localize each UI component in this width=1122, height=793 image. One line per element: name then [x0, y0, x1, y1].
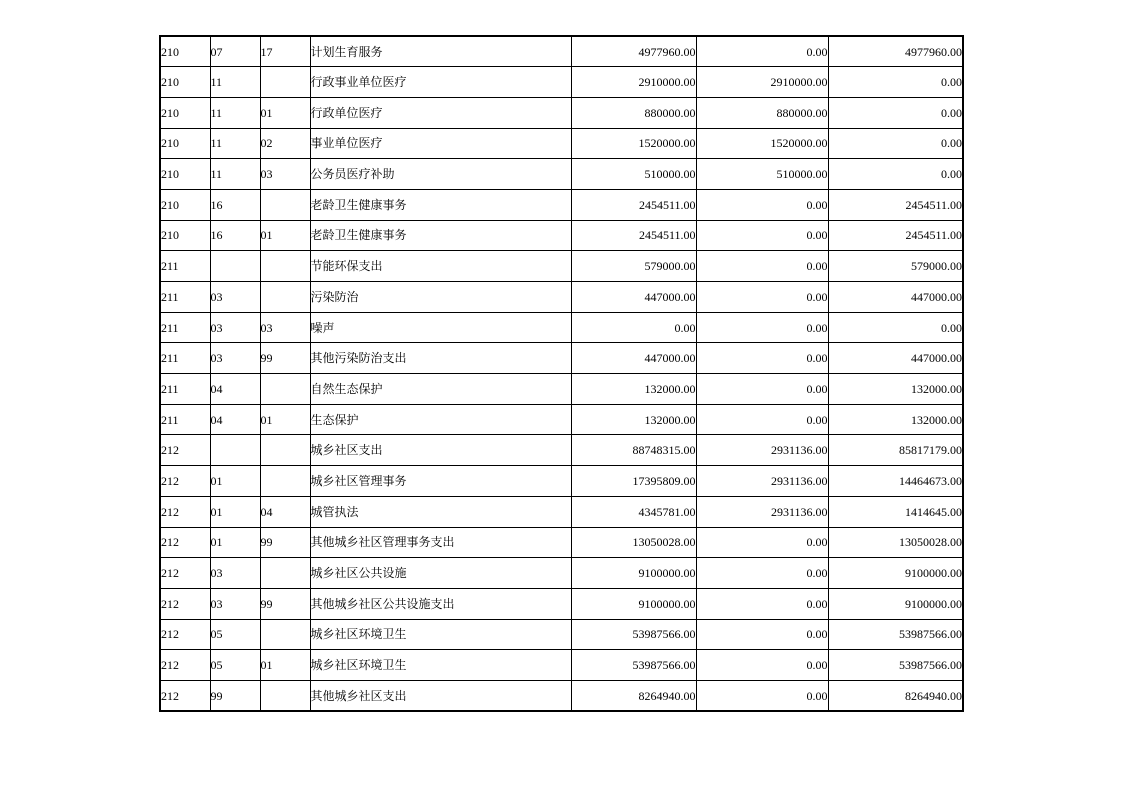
cell-project-amount: 9100000.00	[828, 558, 963, 589]
cell-class-code: 211	[160, 374, 210, 405]
cell-item-code: 11	[210, 67, 260, 98]
cell-subitem-code: 01	[260, 220, 310, 251]
cell-subitem-code: 17	[260, 36, 310, 67]
cell-class-code: 211	[160, 343, 210, 374]
cell-project-amount: 9100000.00	[828, 588, 963, 619]
cell-subitem-code	[260, 466, 310, 497]
table-row	[160, 159, 963, 190]
cell-project-amount: 579000.00	[828, 251, 963, 282]
cell-subject-name: 噪声	[310, 312, 571, 343]
cell-project-amount: 14464673.00	[828, 466, 963, 497]
cell-total-amount: 1520000.00	[571, 128, 696, 159]
table-row	[160, 312, 963, 343]
cell-item-code	[210, 251, 260, 282]
table-row	[160, 680, 963, 711]
cell-total-amount: 2454511.00	[571, 220, 696, 251]
cell-subitem-code	[260, 251, 310, 282]
cell-subject-name: 生态保护	[310, 404, 571, 435]
cell-class-code: 212	[160, 680, 210, 711]
cell-total-amount: 9100000.00	[571, 588, 696, 619]
cell-basic-amount: 0.00	[696, 312, 828, 343]
cell-total-amount: 4345781.00	[571, 496, 696, 527]
cell-subitem-code: 99	[260, 343, 310, 374]
cell-total-amount: 8264940.00	[571, 680, 696, 711]
cell-subitem-code	[260, 619, 310, 650]
cell-basic-amount: 0.00	[696, 343, 828, 374]
cell-basic-amount: 0.00	[696, 404, 828, 435]
cell-subject-name: 城乡社区支出	[310, 435, 571, 466]
cell-item-code: 16	[210, 189, 260, 220]
cell-subject-name: 事业单位医疗	[310, 128, 571, 159]
cell-total-amount: 510000.00	[571, 159, 696, 190]
table-row	[160, 588, 963, 619]
cell-subject-name: 城乡社区公共设施	[310, 558, 571, 589]
cell-subitem-code: 01	[260, 404, 310, 435]
cell-total-amount: 53987566.00	[571, 650, 696, 681]
cell-total-amount: 0.00	[571, 312, 696, 343]
cell-subitem-code: 01	[260, 650, 310, 681]
cell-project-amount: 132000.00	[828, 404, 963, 435]
cell-project-amount: 2454511.00	[828, 189, 963, 220]
cell-basic-amount: 0.00	[696, 650, 828, 681]
cell-total-amount: 13050028.00	[571, 527, 696, 558]
cell-item-code: 03	[210, 558, 260, 589]
cell-class-code: 211	[160, 251, 210, 282]
cell-project-amount: 2454511.00	[828, 220, 963, 251]
table-row	[160, 435, 963, 466]
cell-subitem-code	[260, 374, 310, 405]
cell-class-code: 210	[160, 128, 210, 159]
cell-project-amount: 85817179.00	[828, 435, 963, 466]
budget-table-body	[160, 36, 963, 711]
cell-item-code: 03	[210, 282, 260, 313]
cell-basic-amount: 0.00	[696, 220, 828, 251]
cell-subject-name: 其他城乡社区公共设施支出	[310, 588, 571, 619]
cell-basic-amount: 0.00	[696, 282, 828, 313]
cell-item-code: 04	[210, 404, 260, 435]
table-row	[160, 189, 963, 220]
cell-subject-name: 其他城乡社区支出	[310, 680, 571, 711]
cell-subitem-code: 02	[260, 128, 310, 159]
cell-item-code: 16	[210, 220, 260, 251]
cell-subitem-code: 03	[260, 312, 310, 343]
cell-basic-amount: 2931136.00	[696, 435, 828, 466]
cell-project-amount: 0.00	[828, 67, 963, 98]
cell-subject-name: 公务员医疗补助	[310, 159, 571, 190]
cell-subitem-code: 99	[260, 527, 310, 558]
cell-total-amount: 132000.00	[571, 374, 696, 405]
cell-basic-amount: 0.00	[696, 588, 828, 619]
cell-project-amount: 447000.00	[828, 282, 963, 313]
cell-project-amount: 53987566.00	[828, 650, 963, 681]
cell-basic-amount: 1520000.00	[696, 128, 828, 159]
cell-item-code: 03	[210, 588, 260, 619]
cell-total-amount: 4977960.00	[571, 36, 696, 67]
cell-item-code: 11	[210, 159, 260, 190]
cell-basic-amount: 0.00	[696, 527, 828, 558]
table-row	[160, 527, 963, 558]
cell-subject-name: 城乡社区环境卫生	[310, 650, 571, 681]
table-row	[160, 251, 963, 282]
cell-project-amount: 447000.00	[828, 343, 963, 374]
cell-class-code: 212	[160, 466, 210, 497]
cell-total-amount: 2910000.00	[571, 67, 696, 98]
cell-subject-name: 老龄卫生健康事务	[310, 189, 571, 220]
cell-item-code: 05	[210, 650, 260, 681]
cell-basic-amount: 0.00	[696, 36, 828, 67]
table-row	[160, 374, 963, 405]
cell-class-code: 211	[160, 282, 210, 313]
cell-subitem-code	[260, 189, 310, 220]
cell-project-amount: 8264940.00	[828, 680, 963, 711]
cell-basic-amount: 0.00	[696, 619, 828, 650]
table-row	[160, 619, 963, 650]
cell-item-code: 01	[210, 527, 260, 558]
cell-class-code: 211	[160, 312, 210, 343]
cell-total-amount: 17395809.00	[571, 466, 696, 497]
cell-class-code: 212	[160, 619, 210, 650]
cell-class-code: 210	[160, 220, 210, 251]
cell-total-amount: 53987566.00	[571, 619, 696, 650]
cell-subject-name: 其他城乡社区管理事务支出	[310, 527, 571, 558]
cell-subject-name: 污染防治	[310, 282, 571, 313]
cell-subject-name: 城管执法	[310, 496, 571, 527]
cell-basic-amount: 0.00	[696, 680, 828, 711]
cell-item-code: 05	[210, 619, 260, 650]
cell-item-code: 03	[210, 343, 260, 374]
cell-basic-amount: 2931136.00	[696, 496, 828, 527]
table-row	[160, 36, 963, 67]
cell-basic-amount: 0.00	[696, 558, 828, 589]
table-row	[160, 220, 963, 251]
cell-total-amount: 880000.00	[571, 97, 696, 128]
cell-total-amount: 447000.00	[571, 343, 696, 374]
cell-project-amount: 1414645.00	[828, 496, 963, 527]
cell-project-amount: 0.00	[828, 159, 963, 190]
cell-item-code: 01	[210, 466, 260, 497]
cell-basic-amount: 880000.00	[696, 97, 828, 128]
cell-class-code: 212	[160, 650, 210, 681]
cell-total-amount: 447000.00	[571, 282, 696, 313]
cell-class-code: 210	[160, 67, 210, 98]
cell-class-code: 210	[160, 159, 210, 190]
cell-subject-name: 城乡社区环境卫生	[310, 619, 571, 650]
cell-subitem-code	[260, 680, 310, 711]
cell-project-amount: 0.00	[828, 312, 963, 343]
cell-item-code: 11	[210, 128, 260, 159]
cell-subitem-code	[260, 558, 310, 589]
cell-item-code: 07	[210, 36, 260, 67]
cell-total-amount: 2454511.00	[571, 189, 696, 220]
cell-project-amount: 0.00	[828, 97, 963, 128]
table-row	[160, 558, 963, 589]
table-row	[160, 282, 963, 313]
cell-class-code: 212	[160, 558, 210, 589]
cell-class-code: 212	[160, 527, 210, 558]
cell-subitem-code: 01	[260, 97, 310, 128]
cell-subitem-code	[260, 435, 310, 466]
cell-item-code: 03	[210, 312, 260, 343]
cell-subject-name: 城乡社区管理事务	[310, 466, 571, 497]
cell-total-amount: 88748315.00	[571, 435, 696, 466]
table-row	[160, 496, 963, 527]
table-row	[160, 67, 963, 98]
cell-basic-amount: 0.00	[696, 374, 828, 405]
cell-item-code: 99	[210, 680, 260, 711]
cell-basic-amount: 0.00	[696, 251, 828, 282]
cell-subitem-code	[260, 282, 310, 313]
cell-subject-name: 自然生态保护	[310, 374, 571, 405]
cell-item-code: 01	[210, 496, 260, 527]
table-row	[160, 343, 963, 374]
table-row	[160, 466, 963, 497]
cell-subitem-code: 04	[260, 496, 310, 527]
cell-project-amount: 132000.00	[828, 374, 963, 405]
cell-subitem-code: 03	[260, 159, 310, 190]
cell-project-amount: 4977960.00	[828, 36, 963, 67]
cell-project-amount: 53987566.00	[828, 619, 963, 650]
cell-class-code: 211	[160, 404, 210, 435]
table-row	[160, 128, 963, 159]
cell-basic-amount: 0.00	[696, 189, 828, 220]
cell-total-amount: 9100000.00	[571, 558, 696, 589]
cell-item-code: 04	[210, 374, 260, 405]
cell-class-code: 210	[160, 189, 210, 220]
cell-subject-name: 节能环保支出	[310, 251, 571, 282]
cell-subitem-code	[260, 67, 310, 98]
cell-class-code: 210	[160, 97, 210, 128]
cell-basic-amount: 2931136.00	[696, 466, 828, 497]
cell-class-code: 212	[160, 496, 210, 527]
table-row	[160, 97, 963, 128]
cell-total-amount: 132000.00	[571, 404, 696, 435]
cell-basic-amount: 510000.00	[696, 159, 828, 190]
cell-basic-amount: 2910000.00	[696, 67, 828, 98]
cell-item-code	[210, 435, 260, 466]
cell-subject-name: 计划生育服务	[310, 36, 571, 67]
cell-subject-name: 老龄卫生健康事务	[310, 220, 571, 251]
cell-item-code: 11	[210, 97, 260, 128]
cell-project-amount: 0.00	[828, 128, 963, 159]
table-row	[160, 404, 963, 435]
cell-total-amount: 579000.00	[571, 251, 696, 282]
cell-subitem-code: 99	[260, 588, 310, 619]
cell-class-code: 210	[160, 36, 210, 67]
cell-project-amount: 13050028.00	[828, 527, 963, 558]
cell-subject-name: 行政单位医疗	[310, 97, 571, 128]
cell-class-code: 212	[160, 435, 210, 466]
budget-table	[159, 35, 964, 712]
table-row	[160, 650, 963, 681]
cell-subject-name: 其他污染防治支出	[310, 343, 571, 374]
cell-subject-name: 行政事业单位医疗	[310, 67, 571, 98]
cell-class-code: 212	[160, 588, 210, 619]
